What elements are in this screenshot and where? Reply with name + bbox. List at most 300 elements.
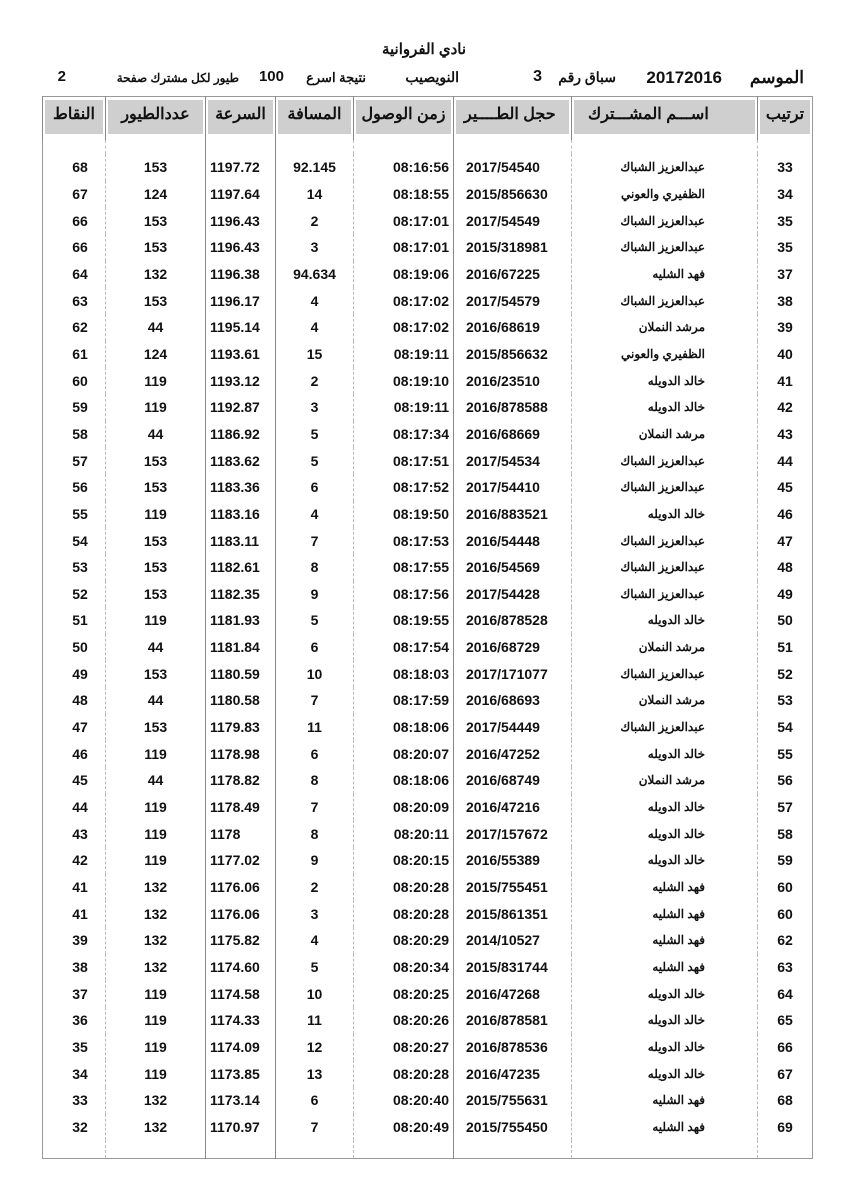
- cell-speed: 1181.93: [206, 607, 276, 634]
- cell-points: 42: [43, 847, 106, 874]
- cell-ring-number: 2016/54448: [454, 527, 572, 554]
- cell-arrival-time: 08:17:53: [354, 527, 454, 554]
- cell-participant-name: الظفيري والعوني: [572, 181, 758, 208]
- cell-bird-count: 132: [106, 1114, 206, 1141]
- cell-arrival-time: 08:18:03: [354, 660, 454, 687]
- cell-points: 55: [43, 501, 106, 528]
- cell-ring-number: 2016/68619: [454, 314, 572, 341]
- cell-speed: 1197.72: [206, 154, 276, 181]
- cell-distance: 8: [276, 767, 354, 794]
- cell-distance: 3: [276, 900, 354, 927]
- cell-participant-name: عبدالعزيز الشباك: [572, 581, 758, 608]
- page-number: 2: [57, 68, 66, 85]
- cell-distance: 10: [276, 660, 354, 687]
- cell-distance: 94.634: [276, 261, 354, 288]
- cell-bird-count: 124: [106, 341, 206, 368]
- cell-points: 34: [43, 1060, 106, 1087]
- cell-bird-count: 153: [106, 234, 206, 261]
- cell-bird-count: 119: [106, 794, 206, 821]
- cell-points: 68: [43, 154, 106, 181]
- cell-ring-number: 2015/856632: [454, 341, 572, 368]
- cell-distance: 2: [276, 874, 354, 901]
- cell-points: 58: [43, 421, 106, 448]
- cell-participant-name: خالد الدويله: [572, 1034, 758, 1061]
- cell-distance: 3: [276, 394, 354, 421]
- cell-distance: 11: [276, 1007, 354, 1034]
- cell-bird-count: 44: [106, 687, 206, 714]
- cell-ring-number: 2016/47235: [454, 1060, 572, 1087]
- cell-points: 59: [43, 394, 106, 421]
- cell-bird-count: 124: [106, 181, 206, 208]
- cell-arrival-time: 08:20:27: [354, 1034, 454, 1061]
- cell-speed: 1195.14: [206, 314, 276, 341]
- cell-arrival-time: 08:20:34: [354, 954, 454, 981]
- cell-rank: 34: [758, 181, 813, 208]
- cell-rank: 68: [758, 1087, 813, 1114]
- cell-speed: 1193.12: [206, 367, 276, 394]
- cell-bird-count: 119: [106, 501, 206, 528]
- cell-arrival-time: 08:17:01: [354, 234, 454, 261]
- cell-speed: 1181.84: [206, 634, 276, 661]
- cell-arrival-time: 08:20:28: [354, 900, 454, 927]
- cell-ring-number: 2016/68729: [454, 634, 572, 661]
- cell-arrival-time: 08:20:29: [354, 927, 454, 954]
- header-speed: السرعة: [206, 97, 276, 141]
- cell-arrival-time: 08:19:55: [354, 607, 454, 634]
- cell-distance: 7: [276, 687, 354, 714]
- fastest-value: 100: [258, 68, 284, 85]
- cell-speed: 1175.82: [206, 927, 276, 954]
- header-birds: عددالطيور: [106, 97, 206, 141]
- cell-rank: 63: [758, 954, 813, 981]
- cell-speed: 1182.35: [206, 581, 276, 608]
- race-info: [44, 68, 804, 90]
- race-number: 3: [533, 68, 542, 85]
- table-row: [43, 581, 813, 608]
- cell-participant-name: مرشد النملان: [572, 421, 758, 448]
- cell-rank: 52: [758, 660, 813, 687]
- cell-distance: 9: [276, 581, 354, 608]
- cell-participant-name: عبدالعزيز الشباك: [572, 287, 758, 314]
- cell-participant-name: عبدالعزيز الشباك: [572, 234, 758, 261]
- cell-participant-name: فهد الشليه: [572, 261, 758, 288]
- cell-speed: 1192.87: [206, 394, 276, 421]
- cell-arrival-time: 08:20:26: [354, 1007, 454, 1034]
- cell-ring-number: 2017/54428: [454, 581, 572, 608]
- cell-arrival-time: 08:18:55: [354, 181, 454, 208]
- cell-participant-name: خالد الدويله: [572, 607, 758, 634]
- cell-bird-count: 119: [106, 607, 206, 634]
- cell-arrival-time: 08:18:06: [354, 767, 454, 794]
- cell-ring-number: 2016/47216: [454, 794, 572, 821]
- cell-bird-count: 132: [106, 927, 206, 954]
- cell-bird-count: 44: [106, 314, 206, 341]
- per-participant-label: طيور لكل مشترك صفحة: [116, 71, 239, 85]
- cell-bird-count: 132: [106, 1087, 206, 1114]
- cell-points: 33: [43, 1087, 106, 1114]
- cell-participant-name: مرشد النملان: [572, 634, 758, 661]
- table-row: [43, 287, 813, 314]
- cell-distance: 7: [276, 794, 354, 821]
- season-label: الموسم: [749, 68, 804, 87]
- cell-arrival-time: 08:17:01: [354, 207, 454, 234]
- cell-participant-name: عبدالعزيز الشباك: [572, 154, 758, 181]
- cell-ring-number: 2014/10527: [454, 927, 572, 954]
- cell-bird-count: 153: [106, 660, 206, 687]
- cell-participant-name: الظفيري والعوني: [572, 341, 758, 368]
- cell-ring-number: 2016/23510: [454, 367, 572, 394]
- cell-points: 49: [43, 660, 106, 687]
- cell-rank: 35: [758, 234, 813, 261]
- cell-speed: 1193.61: [206, 341, 276, 368]
- cell-ring-number: 2017/54410: [454, 474, 572, 501]
- cell-distance: 10: [276, 980, 354, 1007]
- cell-arrival-time: 08:19:11: [354, 394, 454, 421]
- cell-speed: 1196.17: [206, 287, 276, 314]
- cell-ring-number: 2015/755450: [454, 1114, 572, 1141]
- table-row: [43, 1007, 813, 1034]
- cell-ring-number: 2016/47252: [454, 740, 572, 767]
- cell-distance: 6: [276, 1087, 354, 1114]
- cell-speed: 1174.60: [206, 954, 276, 981]
- cell-speed: 1179.83: [206, 714, 276, 741]
- cell-arrival-time: 08:19:10: [354, 367, 454, 394]
- cell-arrival-time: 08:17:56: [354, 581, 454, 608]
- cell-points: 62: [43, 314, 106, 341]
- cell-rank: 50: [758, 607, 813, 634]
- cell-distance: 4: [276, 501, 354, 528]
- cell-bird-count: 153: [106, 714, 206, 741]
- cell-rank: 33: [758, 154, 813, 181]
- cell-arrival-time: 08:20:07: [354, 740, 454, 767]
- cell-points: 51: [43, 607, 106, 634]
- cell-rank: 41: [758, 367, 813, 394]
- cell-points: 50: [43, 634, 106, 661]
- cell-distance: 92.145: [276, 154, 354, 181]
- cell-bird-count: 153: [106, 287, 206, 314]
- cell-arrival-time: 08:18:06: [354, 714, 454, 741]
- cell-rank: 38: [758, 287, 813, 314]
- table-row: [43, 687, 813, 714]
- header-rank: ترتيب: [758, 97, 813, 141]
- cell-distance: 12: [276, 1034, 354, 1061]
- cell-ring-number: 2016/68669: [454, 421, 572, 448]
- cell-points: 61: [43, 341, 106, 368]
- table-row: [43, 1114, 813, 1141]
- cell-distance: 9: [276, 847, 354, 874]
- cell-bird-count: 132: [106, 874, 206, 901]
- cell-ring-number: 2016/883521: [454, 501, 572, 528]
- cell-participant-name: عبدالعزيز الشباك: [572, 474, 758, 501]
- cell-bird-count: 119: [106, 1034, 206, 1061]
- cell-participant-name: عبدالعزيز الشباك: [572, 714, 758, 741]
- cell-participant-name: خالد الدويله: [572, 847, 758, 874]
- cell-bird-count: 153: [106, 581, 206, 608]
- season-value: 20172016: [646, 68, 722, 87]
- cell-rank: 60: [758, 900, 813, 927]
- cell-arrival-time: 08:17:55: [354, 554, 454, 581]
- cell-points: 60: [43, 367, 106, 394]
- cell-rank: 64: [758, 980, 813, 1007]
- table-row: [43, 607, 813, 634]
- cell-rank: 51: [758, 634, 813, 661]
- cell-arrival-time: 08:17:51: [354, 447, 454, 474]
- cell-rank: 35: [758, 207, 813, 234]
- header-ring: حجل الطــــير: [454, 97, 572, 141]
- cell-rank: 62: [758, 927, 813, 954]
- cell-speed: 1178.82: [206, 767, 276, 794]
- table-row: [43, 900, 813, 927]
- table-row: [43, 554, 813, 581]
- cell-participant-name: عبدالعزيز الشباك: [572, 527, 758, 554]
- cell-rank: 48: [758, 554, 813, 581]
- race-label: سباق رقم: [558, 69, 616, 85]
- cell-ring-number: 2016/54569: [454, 554, 572, 581]
- cell-distance: 7: [276, 527, 354, 554]
- club-title: نادي الفروانية: [381, 41, 467, 58]
- cell-bird-count: 119: [106, 1007, 206, 1034]
- cell-bird-count: 119: [106, 740, 206, 767]
- cell-distance: 4: [276, 927, 354, 954]
- cell-arrival-time: 08:17:02: [354, 287, 454, 314]
- cell-distance: 2: [276, 207, 354, 234]
- cell-bird-count: 153: [106, 527, 206, 554]
- cell-points: 56: [43, 474, 106, 501]
- cell-ring-number: 2016/878528: [454, 607, 572, 634]
- cell-participant-name: خالد الدويله: [572, 1060, 758, 1087]
- cell-points: 46: [43, 740, 106, 767]
- cell-speed: 1176.06: [206, 900, 276, 927]
- cell-ring-number: 2017/157672: [454, 820, 572, 847]
- cell-ring-number: 2015/755631: [454, 1087, 572, 1114]
- table-row: [43, 181, 813, 208]
- cell-participant-name: خالد الدويله: [572, 1007, 758, 1034]
- cell-speed: 1178.49: [206, 794, 276, 821]
- cell-arrival-time: 08:20:28: [354, 874, 454, 901]
- cell-arrival-time: 08:17:54: [354, 634, 454, 661]
- cell-participant-name: فهد الشليه: [572, 874, 758, 901]
- cell-distance: 11: [276, 714, 354, 741]
- cell-participant-name: خالد الدويله: [572, 794, 758, 821]
- cell-speed: 1178: [206, 820, 276, 847]
- table-row: [43, 980, 813, 1007]
- cell-points: 52: [43, 581, 106, 608]
- table-row: [43, 261, 813, 288]
- cell-rank: 44: [758, 447, 813, 474]
- cell-rank: 37: [758, 261, 813, 288]
- cell-points: 45: [43, 767, 106, 794]
- fastest-label: نتيجة اسرع: [306, 70, 366, 85]
- results-table: [42, 96, 813, 1159]
- cell-speed: 1196.43: [206, 234, 276, 261]
- cell-arrival-time: 08:17:52: [354, 474, 454, 501]
- cell-distance: 4: [276, 314, 354, 341]
- cell-arrival-time: 08:17:02: [354, 314, 454, 341]
- cell-speed: 1174.58: [206, 980, 276, 1007]
- cell-bird-count: 153: [106, 474, 206, 501]
- cell-arrival-time: 08:20:49: [354, 1114, 454, 1141]
- cell-participant-name: مرشد النملان: [572, 767, 758, 794]
- cell-rank: 43: [758, 421, 813, 448]
- cell-distance: 6: [276, 634, 354, 661]
- cell-points: 41: [43, 900, 106, 927]
- header-points: النقاط: [43, 97, 106, 141]
- header-participant: اســـم المشـــترك: [572, 97, 758, 141]
- cell-rank: 58: [758, 820, 813, 847]
- cell-speed: 1176.06: [206, 874, 276, 901]
- table-row: [43, 847, 813, 874]
- cell-distance: 13: [276, 1060, 354, 1087]
- cell-bird-count: 119: [106, 820, 206, 847]
- cell-points: 32: [43, 1114, 106, 1141]
- cell-bird-count: 132: [106, 261, 206, 288]
- cell-points: 63: [43, 287, 106, 314]
- cell-ring-number: 2015/856630: [454, 181, 572, 208]
- cell-points: 66: [43, 234, 106, 261]
- cell-points: 43: [43, 820, 106, 847]
- cell-distance: 15: [276, 341, 354, 368]
- cell-speed: 1196.43: [206, 207, 276, 234]
- cell-ring-number: 2017/171077: [454, 660, 572, 687]
- cell-speed: 1183.62: [206, 447, 276, 474]
- cell-ring-number: 2016/68749: [454, 767, 572, 794]
- cell-speed: 1173.14: [206, 1087, 276, 1114]
- table-row: [43, 714, 813, 741]
- cell-arrival-time: 08:19:50: [354, 501, 454, 528]
- table-row: [43, 660, 813, 687]
- cell-distance: 8: [276, 820, 354, 847]
- cell-speed: 1197.64: [206, 181, 276, 208]
- table-row: [43, 527, 813, 554]
- cell-speed: 1180.59: [206, 660, 276, 687]
- cell-points: 41: [43, 874, 106, 901]
- table-row: [43, 314, 813, 341]
- cell-distance: 14: [276, 181, 354, 208]
- cell-speed: 1174.33: [206, 1007, 276, 1034]
- cell-participant-name: فهد الشليه: [572, 927, 758, 954]
- cell-participant-name: مرشد النملان: [572, 687, 758, 714]
- cell-ring-number: 2017/54540: [454, 154, 572, 181]
- cell-rank: 66: [758, 1034, 813, 1061]
- table-row: [43, 207, 813, 234]
- table-row: [43, 154, 813, 181]
- cell-speed: 1180.58: [206, 687, 276, 714]
- cell-bird-count: 44: [106, 634, 206, 661]
- cell-rank: 55: [758, 740, 813, 767]
- cell-participant-name: عبدالعزيز الشباك: [572, 207, 758, 234]
- spacer-row: [43, 1140, 813, 1159]
- cell-points: 47: [43, 714, 106, 741]
- cell-bird-count: 44: [106, 767, 206, 794]
- cell-rank: 49: [758, 581, 813, 608]
- cell-ring-number: 2016/878588: [454, 394, 572, 421]
- cell-bird-count: 119: [106, 1060, 206, 1087]
- cell-speed: 1183.16: [206, 501, 276, 528]
- cell-rank: 56: [758, 767, 813, 794]
- cell-distance: 3: [276, 234, 354, 261]
- cell-speed: 1170.97: [206, 1114, 276, 1141]
- cell-speed: 1177.02: [206, 847, 276, 874]
- cell-arrival-time: 08:20:25: [354, 980, 454, 1007]
- cell-distance: 5: [276, 447, 354, 474]
- cell-participant-name: فهد الشليه: [572, 1087, 758, 1114]
- cell-ring-number: 2016/47268: [454, 980, 572, 1007]
- header-arrival-time: زمن الوصول: [354, 97, 454, 141]
- cell-ring-number: 2016/68693: [454, 687, 572, 714]
- cell-speed: 1182.61: [206, 554, 276, 581]
- cell-participant-name: خالد الدويله: [572, 980, 758, 1007]
- cell-rank: 45: [758, 474, 813, 501]
- cell-points: 64: [43, 261, 106, 288]
- cell-ring-number: 2016/55389: [454, 847, 572, 874]
- cell-points: 36: [43, 1007, 106, 1034]
- header-row: [43, 97, 813, 141]
- table-row: [43, 1087, 813, 1114]
- cell-ring-number: 2016/878536: [454, 1034, 572, 1061]
- cell-ring-number: 2015/861351: [454, 900, 572, 927]
- cell-speed: 1178.98: [206, 740, 276, 767]
- cell-speed: 1174.09: [206, 1034, 276, 1061]
- cell-points: 54: [43, 527, 106, 554]
- cell-distance: 5: [276, 954, 354, 981]
- cell-rank: 39: [758, 314, 813, 341]
- table-row: [43, 447, 813, 474]
- cell-points: 48: [43, 687, 106, 714]
- race-location: النويصيب: [405, 69, 459, 85]
- cell-points: 67: [43, 181, 106, 208]
- cell-participant-name: فهد الشليه: [572, 900, 758, 927]
- table-row: [43, 1060, 813, 1087]
- cell-ring-number: 2016/67225: [454, 261, 572, 288]
- cell-bird-count: 119: [106, 394, 206, 421]
- cell-speed: 1173.85: [206, 1060, 276, 1087]
- table-row: [43, 1034, 813, 1061]
- table-row: [43, 234, 813, 261]
- cell-participant-name: خالد الدويله: [572, 740, 758, 767]
- cell-bird-count: 132: [106, 954, 206, 981]
- cell-rank: 54: [758, 714, 813, 741]
- cell-distance: 5: [276, 421, 354, 448]
- cell-arrival-time: 08:20:11: [354, 820, 454, 847]
- cell-rank: 53: [758, 687, 813, 714]
- cell-distance: 7: [276, 1114, 354, 1141]
- cell-speed: 1196.38: [206, 261, 276, 288]
- cell-ring-number: 2017/54579: [454, 287, 572, 314]
- cell-participant-name: عبدالعزيز الشباك: [572, 447, 758, 474]
- cell-bird-count: 132: [106, 900, 206, 927]
- table-row: [43, 394, 813, 421]
- cell-bird-count: 119: [106, 367, 206, 394]
- cell-rank: 47: [758, 527, 813, 554]
- cell-rank: 42: [758, 394, 813, 421]
- cell-ring-number: 2017/54449: [454, 714, 572, 741]
- cell-bird-count: 44: [106, 421, 206, 448]
- cell-points: 39: [43, 927, 106, 954]
- cell-ring-number: 2015/318981: [454, 234, 572, 261]
- cell-ring-number: 2015/755451: [454, 874, 572, 901]
- cell-participant-name: فهد الشليه: [572, 1114, 758, 1141]
- header-distance: المسافة: [276, 97, 354, 141]
- cell-rank: 40: [758, 341, 813, 368]
- cell-distance: 5: [276, 607, 354, 634]
- cell-participant-name: فهد الشليه: [572, 954, 758, 981]
- cell-points: 35: [43, 1034, 106, 1061]
- cell-points: 37: [43, 980, 106, 1007]
- cell-participant-name: خالد الدويله: [572, 501, 758, 528]
- cell-arrival-time: 08:19:06: [354, 261, 454, 288]
- cell-distance: 2: [276, 367, 354, 394]
- cell-bird-count: 153: [106, 554, 206, 581]
